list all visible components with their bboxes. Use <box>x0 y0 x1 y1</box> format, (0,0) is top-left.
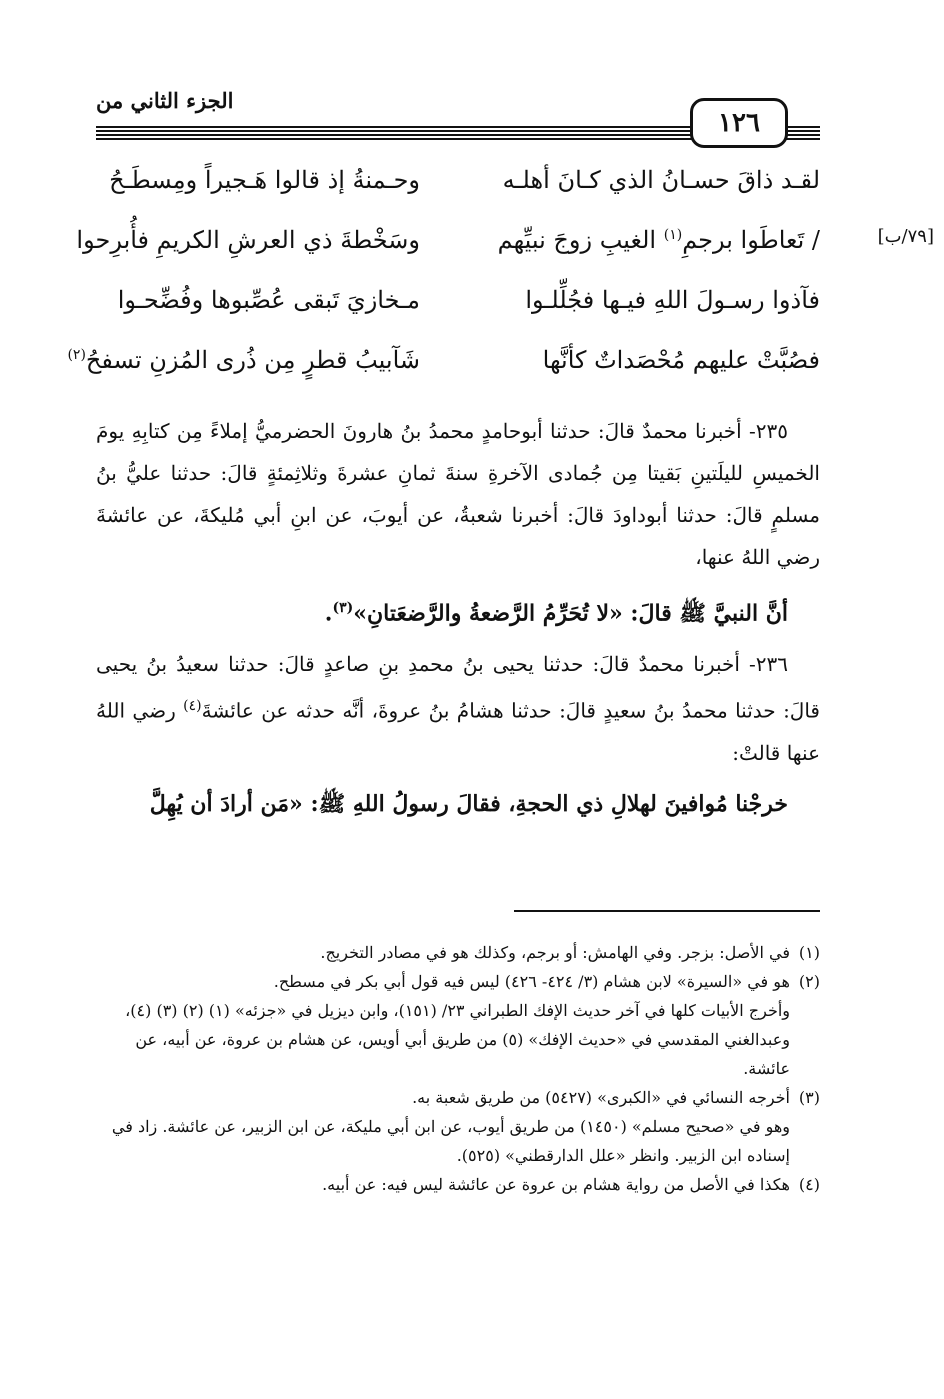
hemistich-first <box>498 226 820 254</box>
footnote-text: أخرجه النسائي في «الكبرى» (٥٤٢٧) من طريق شعبة به. <box>412 1088 790 1107</box>
page-number: ١٢٦ <box>690 98 788 148</box>
hemistich-second: وحـمنةُ إذ قالوا هَـجيراً ومِسطَـحُ <box>109 166 420 194</box>
footnote-text: في الأصل: بزجر. وفي الهامش: أو برجم، وكذلك هو في مصادر التخريج. <box>320 943 790 962</box>
verse <box>96 160 820 220</box>
footnote-1 <box>96 938 820 967</box>
hadith-235-matn <box>96 586 820 635</box>
isnad-text: ٢٣٦- أخبرنا محمدٌ قالَ: حدثنا يحيى بنُ محمدِ بنِ صاعدٍ قالَ: حدثنا سعيدُ بنُ يحيى قالَ: حدثنا محمدُ بنُ سعيدٍ قالَ: حدثنا هشامُ بنُ عروةَ، أنَّه حدثه عن عائشةَ <box>96 652 820 723</box>
hemistich-first: فصُبَّتْ عليهم مُحْصَداتٌ كأنَّها <box>542 346 820 374</box>
hemistich-second: مـخازيَ تَبقى عُصِّبوها وفُضِّحـوا <box>117 286 420 314</box>
hemistich-first: لقـد ذاقَ حسـانُ الذي كـانَ أهلـه <box>502 166 820 194</box>
footnote-2-continuation: وأخرج الأبيات كلها في آخر حديث الإفك الطبراني ٢٣/ (١٥١)، وابن ديزيل في «جزئه» (١) (٢) (٣) (٤)، وعبدالغني المقدسي في «حديث الإفك» (٥) من طريق أبي أويس، عن هشام بن عروة، عن أبيه، عن عائشة. <box>125 1001 790 1078</box>
poem <box>67 160 820 400</box>
footnote-separator <box>514 910 820 912</box>
isnad-text: رضي اللهُ عنها قالتْ: <box>96 698 820 765</box>
page-header <box>96 84 820 156</box>
footnote-2 <box>96 967 820 996</box>
hadith-235-isnad: ٢٣٥- أخبرنا محمدٌ قالَ: حدثنا أبوحامدٍ محمدُ بنُ هارونَ الحضرميُّ إملاءً مِن كتابِهِ يومَ الخميسِ لليلَتينِ بَقيتا مِن جُمادى الآخرةِ سنةَ ثمانِ عشرةَ وثلاثِمئةٍ قالَ: حدثنا عليُّ بنُ مسلمٍ قالَ: حدثنا أبوداودَ قالَ: أخبرنا شعبةُ، عن أيوبَ، عن ابنِ أبي مُليكةَ، عن عائشةَ رضي اللهُ عنها، <box>96 419 820 569</box>
hemistich-second <box>67 346 420 374</box>
footnote-number: (٢) <box>798 972 820 991</box>
footnote-number: (١) <box>798 943 820 962</box>
verse <box>76 220 820 280</box>
footnote-ref[interactable]: (٤) <box>183 698 202 715</box>
running-title: الجزء الثاني من <box>96 88 234 113</box>
footnote-3 <box>96 1083 820 1112</box>
hadith-236-matn: خرجْنا مُوافينَ لهلالِ ذي الحجةِ، فقالَ رسولُ اللهِ ﷺ: «مَن أرادَ أن يُهِلَّ <box>149 790 788 817</box>
footnote-ref[interactable]: (٢) <box>67 347 86 363</box>
verse <box>67 340 820 400</box>
hemistich-text: الغيبِ زوجَ نبيِّهم <box>497 226 664 254</box>
footnote-number: (٤) <box>798 1175 820 1194</box>
verse <box>96 280 820 340</box>
footnote-3-continuation: وهو في «صحيح مسلم» (١٤٥٠) من طريق أيوب، عن ابن أبي مليكة، عن ابن الزبير، عن عائشة. زاد في إسناده ابن الزبير. وانظر «علل الدارقطني» (٥٢٥). <box>111 1117 790 1165</box>
footnote-text: هو في «السيرة» لابن هشام (٣/ ٤٢٤- ٤٢٦) ليس فيه قول أبي بكر في مسطح. <box>273 972 790 991</box>
matn-text: أنَّ النبيَّ ﷺ قالَ: «لا تُحَرِّمُ الرَّضعةُ والرَّضعَتانِ» <box>353 600 788 627</box>
footnote-ref[interactable]: (٣) <box>332 600 354 616</box>
hemistich-first: فآذوا رسـولَ اللهِ فيـها فجُلِّلـوا <box>525 286 820 314</box>
footnote-ref[interactable]: (١) <box>663 227 683 243</box>
hemistich-second: وسَخْطةَ ذي العرشِ الكريمِ فأُبرِحوا <box>76 226 420 254</box>
footnotes <box>96 938 820 1199</box>
hadith-236-isnad <box>96 643 820 774</box>
footnote-4 <box>96 1170 820 1199</box>
manuscript-folio-note: [٧٩/ب] <box>877 226 934 247</box>
footnote-number: (٣) <box>798 1088 820 1107</box>
footnote-text: هكذا في الأصل من رواية هشام بن عروة عن عائشة ليس فيه: عن أبيه. <box>322 1175 790 1194</box>
hemistich-text: / تَعاطَوا برجمِ <box>682 226 820 254</box>
hemistich-text: شَآبيبُ قطرٍ مِن ذُرى المُزنِ تسفحُ <box>85 346 420 374</box>
matn-end: . <box>324 600 333 627</box>
main-text <box>96 410 820 834</box>
